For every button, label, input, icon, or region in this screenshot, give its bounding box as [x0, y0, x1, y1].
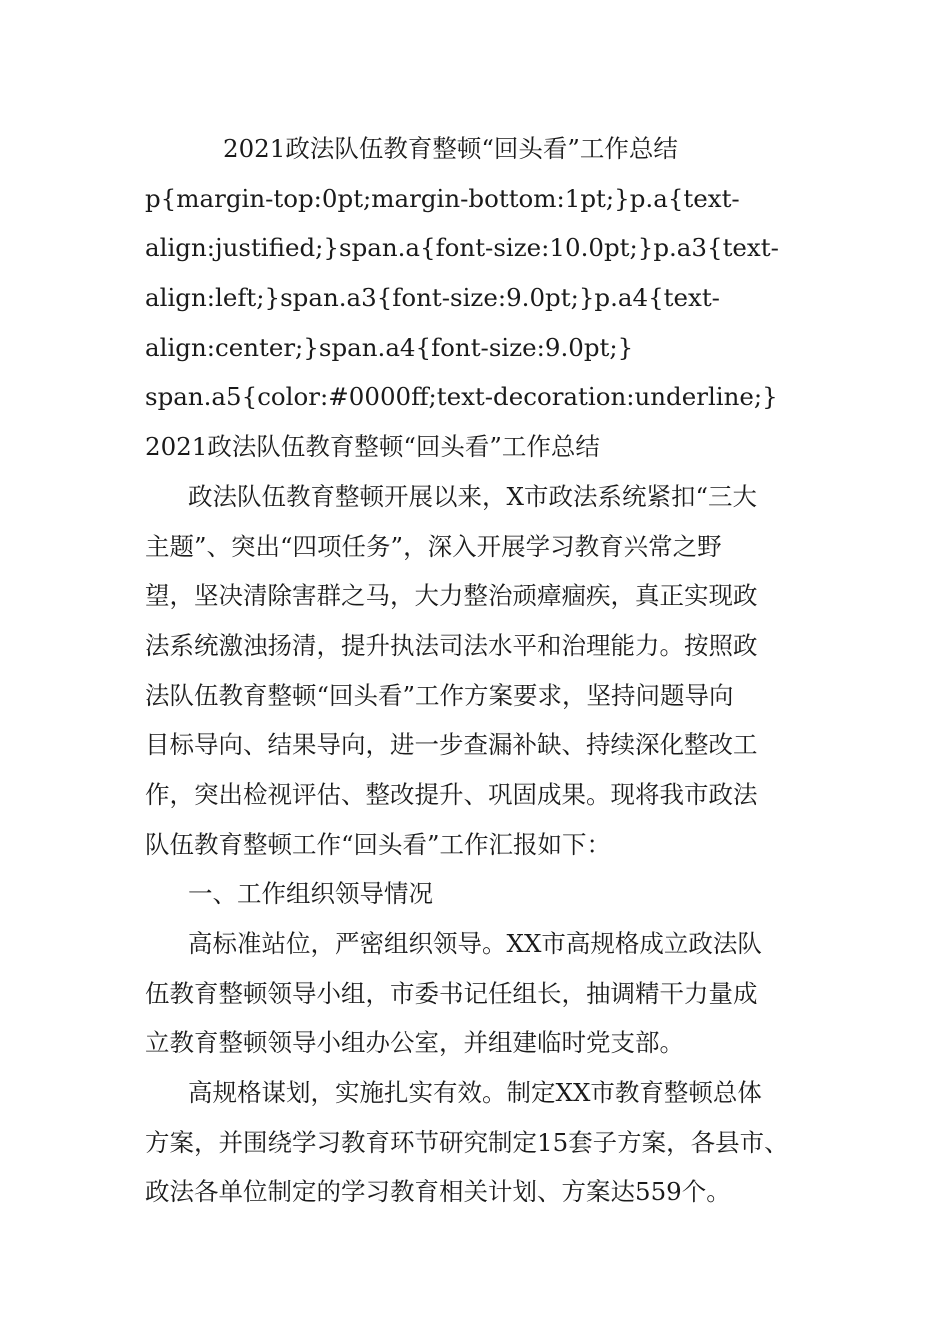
paragraph-line: 政法各单位制定的学习教育相关计划、方案达559个。	[145, 1177, 731, 1207]
document-body	[145, 124, 817, 1217]
css-residue-line: align:center;}span.a4{font-size:9.0pt;}	[145, 332, 634, 362]
paragraph-line: 立教育整顿领导小组办公室，并组建临时党支部。	[145, 1028, 684, 1058]
section-heading: 一、工作组织领导情况	[188, 879, 433, 909]
intro-paragraph-line: 作，突出检视评估、整改提升、巩固成果。现将我市政法	[145, 779, 758, 809]
css-residue-line: span.a5{color:#0000ff;text-decoration:underline;}	[145, 382, 778, 412]
intro-paragraph-line: 政法队伍教育整顿开展以来，X市政法系统紧扣“三大	[188, 481, 757, 511]
document-title: 2021政法队伍教育整顿“回头看”工作总结	[223, 134, 678, 163]
paragraph-line: 伍教育整顿领导小组，市委书记任组长，抽调精干力量成	[145, 978, 758, 1008]
intro-paragraph-line: 主题”、突出“四项任务”，深入开展学习教育兴常之野	[145, 531, 722, 561]
css-residue-line: align:left;}span.a3{font-size:9.0pt;}p.a4{text-	[145, 283, 720, 313]
paragraph-line: 高规格谋划，实施扎实有效。制定XX市教育整顿总体	[188, 1078, 762, 1108]
intro-paragraph-line: 法队伍教育整顿“回头看”工作方案要求，坚持问题导向	[145, 680, 734, 710]
css-residue-line: align:justified;}span.a{font-size:10.0pt;}p.a3{text-	[145, 233, 779, 263]
repeated-title: 2021政法队伍教育整顿“回头看”工作总结	[145, 432, 600, 462]
intro-paragraph-line: 队伍教育整顿工作“回头看”工作汇报如下：	[145, 829, 612, 859]
intro-paragraph-line: 望，坚决清除害群之马，大力整治顽瘴痼疾，真正实现政	[145, 581, 758, 611]
paragraph-line: 高标准站位，严密组织领导。XX市高规格成立政法队	[188, 929, 762, 958]
intro-paragraph-line: 法系统激浊扬清，提升执法司法水平和治理能力。按照政	[145, 630, 758, 660]
intro-paragraph-line: 目标导向、结果导向，进一步查漏补缺、持续深化整改工	[145, 730, 758, 760]
css-residue-line: p{margin-top:0pt;margin-bottom:1pt;}p.a{text-	[145, 183, 740, 213]
paragraph-line: 方案，并围绕学习教育环节研究制定15套子方案，各县市、	[145, 1127, 789, 1157]
